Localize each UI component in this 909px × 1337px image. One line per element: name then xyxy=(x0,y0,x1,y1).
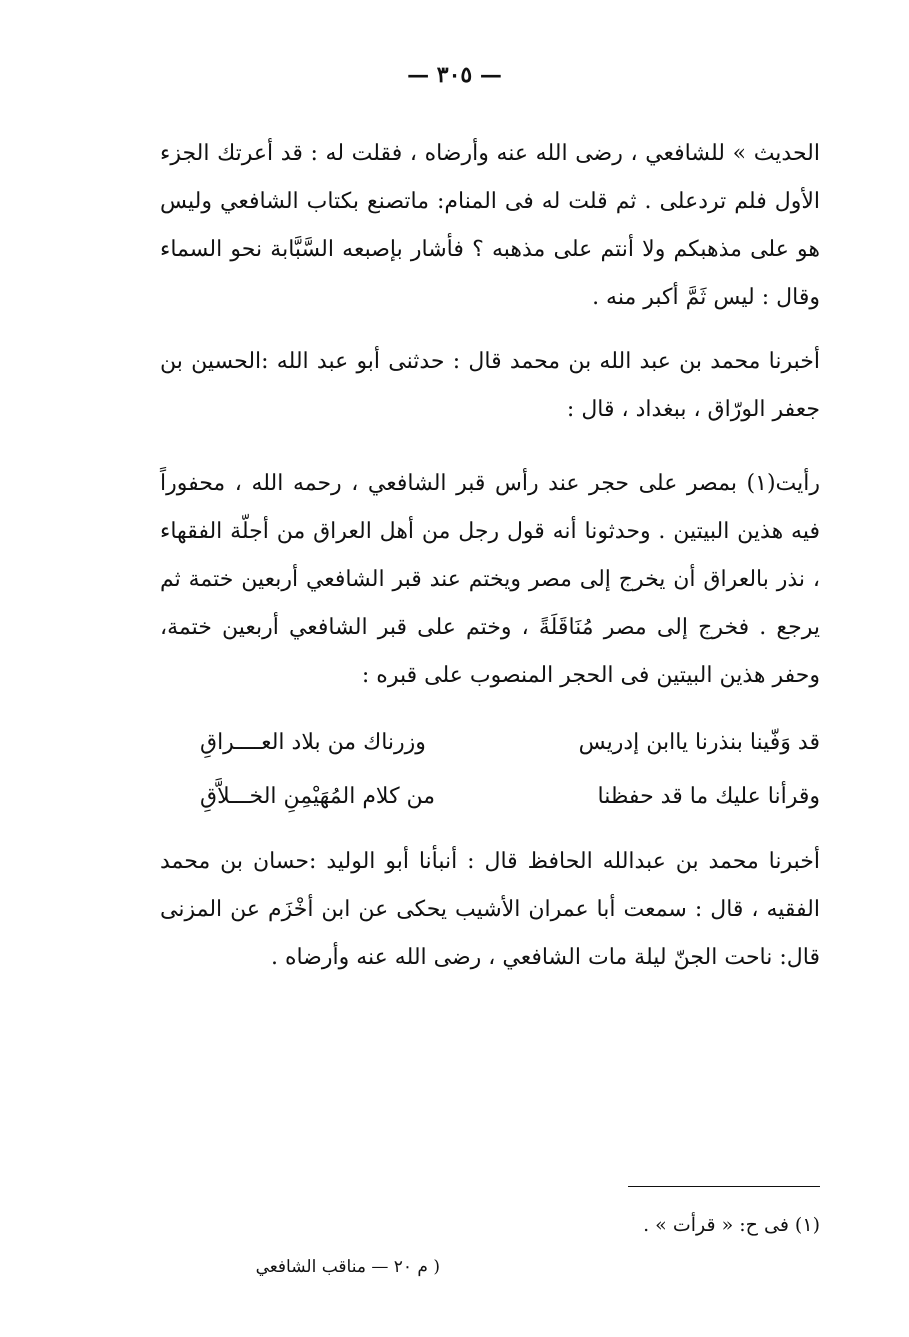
paragraph-text: أخبرنا محمد بن عبد الله بن محمد قال : حدثنى أبو عبد الله :الحسين بن جعفر الورّاق ، ببغداد ، قال : xyxy=(160,349,820,422)
footnote-divider xyxy=(628,1186,820,1187)
poem-verses xyxy=(200,716,820,824)
footnote: (١) فى ح: « قرأت » . xyxy=(643,1214,820,1236)
page-number: — ٣٠٥ — xyxy=(407,62,502,88)
poem-line-1 xyxy=(200,716,820,770)
hemistich-first: قد وَفّينا بنذرنا ياابن إدريس xyxy=(578,730,820,755)
paragraph-text: أخبرنا محمد بن عبدالله الحافظ قال : أنبأنا أبو الوليد :حسان بن محمد الفقيه ، قال : سمعت أبا عمران الأشيب يحكى عن ابن أخْزَم عن المزنى قال: ناحت الجنّ ليلة مات الشافعي ، رضى الله عنه وأرضاه . xyxy=(160,849,820,970)
poem-line-2 xyxy=(200,770,820,824)
paragraph-2 xyxy=(160,338,820,434)
paragraph-text: الحديث » للشافعي ، رضى الله عنه وأرضاه ، فقلت له : قد أعرتك الجزء الأول فلم تردعلى . ثم قلت له فى المنام: ماتصنع بكتاب الشافعي وليس هو على مذهبكم ولا أنتم على مذهبه ؟ فأشار بإصبعه السَّبَّابة نحو السماء وقال : ليس ثَمَّ أكبر منه . xyxy=(160,141,820,310)
paragraph-4 xyxy=(160,838,820,982)
hemistich-first: وقرأنا عليك ما قد حفظنا xyxy=(597,784,820,809)
paragraph-text: رأيت(١) بمصر على حجر عند رأس قبر الشافعي ، رحمه الله ، محفوراً فيه هذين البيتين . وحدثونا أنه قول رجل من أهل العراق من أجلّة الفقهاء ، نذر بالعراق أن يخرج إلى مصر ويختم عند قبر الشافعي أربعين ختمة ثم يرجع . فخرج إلى مصر مُنَاقَلَةً ، وختم على قبر الشافعي أربعين ختمة، وحفر هذين البيتين فى الحجر المنصوب على قبره : xyxy=(160,471,820,688)
signature-mark: ( م ٢٠ — مناقب الشافعي xyxy=(255,1257,440,1277)
paragraph-3 xyxy=(160,460,820,700)
hemistich-second: من كلام المُهَيْمِنِ الخـــلاَّقِ xyxy=(200,784,436,809)
hemistich-second: وزرناك من بلاد العــــراقِ xyxy=(200,730,426,755)
paragraph-1 xyxy=(160,130,820,322)
